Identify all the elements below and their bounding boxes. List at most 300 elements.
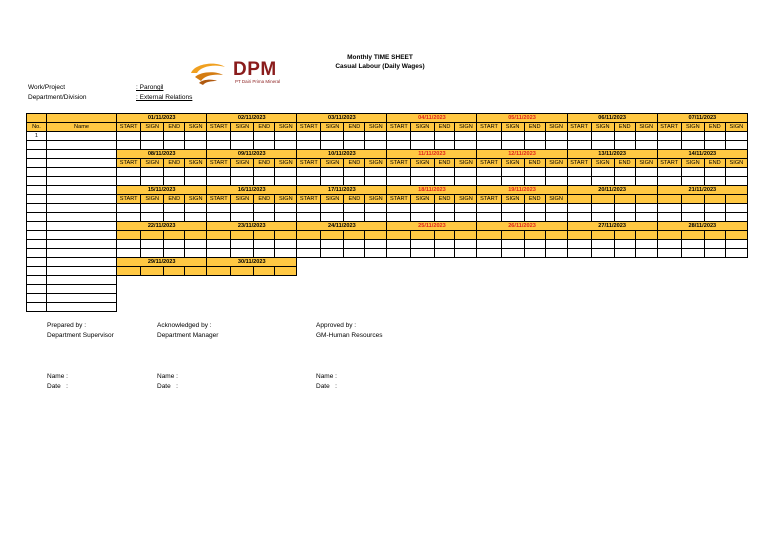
empty-cell bbox=[635, 294, 657, 303]
time-entry-cell[interactable] bbox=[344, 204, 365, 213]
time-entry-cell[interactable] bbox=[524, 168, 545, 177]
time-entry-cell[interactable] bbox=[365, 168, 387, 177]
time-entry-cell[interactable] bbox=[704, 177, 725, 186]
time-entry-cell[interactable] bbox=[567, 132, 591, 141]
time-entry-cell[interactable] bbox=[657, 204, 681, 213]
time-entry-cell[interactable] bbox=[254, 213, 275, 222]
empty-cell bbox=[477, 294, 501, 303]
row-name-cell[interactable] bbox=[46, 276, 116, 285]
time-entry-cell[interactable] bbox=[141, 249, 164, 258]
time-entry-cell[interactable] bbox=[567, 141, 591, 150]
row-no-cell[interactable] bbox=[27, 177, 47, 186]
time-entry-cell[interactable] bbox=[164, 213, 185, 222]
time-entry-cell[interactable] bbox=[725, 141, 747, 150]
row-name-cell[interactable] bbox=[46, 303, 116, 312]
time-entry-cell[interactable] bbox=[254, 132, 275, 141]
row-name-cell[interactable] bbox=[46, 132, 116, 141]
time-entry-cell[interactable] bbox=[455, 240, 477, 249]
time-entry-cell[interactable] bbox=[614, 213, 635, 222]
time-entry-cell[interactable] bbox=[231, 132, 254, 141]
time-entry-cell[interactable] bbox=[411, 132, 434, 141]
time-entry-cell[interactable] bbox=[321, 177, 344, 186]
time-entry-cell[interactable] bbox=[455, 141, 477, 150]
time-entry-cell[interactable] bbox=[365, 240, 387, 249]
row-no-cell[interactable] bbox=[27, 267, 47, 276]
time-entry-cell[interactable] bbox=[434, 204, 455, 213]
sub-header-blank bbox=[704, 231, 725, 240]
time-entry-cell[interactable] bbox=[411, 213, 434, 222]
time-entry-cell[interactable] bbox=[141, 240, 164, 249]
time-entry-cell[interactable] bbox=[545, 141, 567, 150]
time-entry-cell[interactable] bbox=[344, 249, 365, 258]
time-entry-cell[interactable] bbox=[117, 204, 141, 213]
time-entry-cell[interactable] bbox=[365, 132, 387, 141]
time-entry-cell[interactable] bbox=[567, 249, 591, 258]
row-no-cell[interactable] bbox=[27, 294, 47, 303]
row-no-cell[interactable] bbox=[27, 141, 47, 150]
time-entry-cell[interactable] bbox=[185, 177, 207, 186]
time-entry-cell[interactable] bbox=[725, 168, 747, 177]
time-entry-cell[interactable] bbox=[545, 213, 567, 222]
time-entry-cell[interactable] bbox=[614, 132, 635, 141]
row-no-cell[interactable] bbox=[27, 159, 47, 168]
time-entry-cell[interactable] bbox=[477, 141, 501, 150]
time-entry-cell[interactable] bbox=[141, 168, 164, 177]
time-entry-cell[interactable] bbox=[434, 132, 455, 141]
time-entry-cell[interactable] bbox=[297, 213, 321, 222]
time-entry-cell[interactable] bbox=[231, 240, 254, 249]
time-entry-cell[interactable] bbox=[635, 132, 657, 141]
time-entry-cell[interactable] bbox=[365, 249, 387, 258]
row-name-cell[interactable] bbox=[46, 213, 116, 222]
time-entry-cell[interactable] bbox=[387, 177, 411, 186]
time-entry-cell[interactable] bbox=[117, 168, 141, 177]
time-entry-cell[interactable] bbox=[455, 132, 477, 141]
row-no-cell[interactable] bbox=[27, 222, 47, 231]
time-entry-cell[interactable] bbox=[591, 240, 614, 249]
time-entry-cell[interactable] bbox=[297, 204, 321, 213]
time-entry-cell[interactable] bbox=[725, 249, 747, 258]
time-entry-cell[interactable] bbox=[591, 168, 614, 177]
time-entry-cell[interactable] bbox=[344, 132, 365, 141]
time-entry-cell[interactable] bbox=[275, 141, 297, 150]
time-entry-cell[interactable] bbox=[321, 132, 344, 141]
row-no-cell[interactable] bbox=[27, 204, 47, 213]
row-number[interactable]: 1 bbox=[27, 132, 47, 141]
time-entry-cell[interactable] bbox=[387, 249, 411, 258]
row-no-cell[interactable] bbox=[27, 240, 47, 249]
time-entry-cell[interactable] bbox=[725, 240, 747, 249]
time-entry-cell[interactable] bbox=[657, 141, 681, 150]
time-entry-cell[interactable] bbox=[387, 168, 411, 177]
time-entry-cell[interactable] bbox=[591, 177, 614, 186]
time-entry-cell[interactable] bbox=[477, 168, 501, 177]
row-name-cell[interactable] bbox=[46, 141, 116, 150]
empty-cell bbox=[704, 303, 725, 312]
time-entry-cell[interactable] bbox=[231, 204, 254, 213]
sub-header-blank bbox=[275, 231, 297, 240]
time-entry-cell[interactable] bbox=[207, 213, 231, 222]
time-entry-cell[interactable] bbox=[365, 213, 387, 222]
sub-column-header: SIGN bbox=[545, 195, 567, 204]
time-entry-cell[interactable] bbox=[657, 249, 681, 258]
time-entry-cell[interactable] bbox=[321, 249, 344, 258]
time-entry-cell[interactable] bbox=[344, 177, 365, 186]
time-entry-cell[interactable] bbox=[164, 168, 185, 177]
sub-column-header: END bbox=[164, 123, 185, 132]
sub-column-header: END bbox=[344, 159, 365, 168]
time-entry-cell[interactable] bbox=[185, 240, 207, 249]
time-entry-cell[interactable] bbox=[117, 141, 141, 150]
sub-header-blank bbox=[164, 267, 185, 276]
row-no-cell[interactable] bbox=[27, 186, 47, 195]
time-entry-cell[interactable] bbox=[321, 141, 344, 150]
work-value: : Parongil bbox=[136, 84, 164, 91]
sub-header-blank bbox=[365, 231, 387, 240]
time-entry-cell[interactable] bbox=[681, 240, 704, 249]
time-entry-cell[interactable] bbox=[524, 240, 545, 249]
time-entry-cell[interactable] bbox=[387, 141, 411, 150]
time-entry-cell[interactable] bbox=[434, 168, 455, 177]
time-entry-cell[interactable] bbox=[524, 132, 545, 141]
sub-column-header: SIGN bbox=[231, 195, 254, 204]
time-entry-cell[interactable] bbox=[725, 177, 747, 186]
time-entry-cell[interactable] bbox=[455, 249, 477, 258]
time-entry-cell[interactable] bbox=[545, 177, 567, 186]
time-entry-cell[interactable] bbox=[275, 132, 297, 141]
time-entry-cell[interactable] bbox=[635, 240, 657, 249]
time-entry-cell[interactable] bbox=[207, 177, 231, 186]
time-entry-cell[interactable] bbox=[524, 249, 545, 258]
time-entry-cell[interactable] bbox=[207, 168, 231, 177]
row-no-cell[interactable] bbox=[27, 285, 47, 294]
time-entry-cell[interactable] bbox=[657, 213, 681, 222]
time-entry-cell[interactable] bbox=[567, 204, 591, 213]
time-entry-cell[interactable] bbox=[207, 141, 231, 150]
time-entry-cell[interactable] bbox=[545, 168, 567, 177]
empty-cell bbox=[275, 303, 297, 312]
time-entry-cell[interactable] bbox=[681, 141, 704, 150]
time-entry-cell[interactable] bbox=[501, 240, 524, 249]
time-entry-cell[interactable] bbox=[387, 240, 411, 249]
time-entry-cell[interactable] bbox=[681, 177, 704, 186]
time-entry-cell[interactable] bbox=[365, 177, 387, 186]
time-entry-cell[interactable] bbox=[704, 213, 725, 222]
time-entry-cell[interactable] bbox=[657, 168, 681, 177]
time-entry-cell[interactable] bbox=[591, 141, 614, 150]
row-no-cell[interactable] bbox=[27, 249, 47, 258]
time-entry-cell[interactable] bbox=[141, 177, 164, 186]
time-entry-cell[interactable] bbox=[681, 249, 704, 258]
time-entry-cell[interactable] bbox=[297, 177, 321, 186]
empty-cell bbox=[657, 258, 747, 267]
time-entry-cell[interactable] bbox=[704, 240, 725, 249]
time-entry-cell[interactable] bbox=[545, 249, 567, 258]
time-entry-cell[interactable] bbox=[477, 249, 501, 258]
time-entry-cell[interactable] bbox=[614, 240, 635, 249]
row-no-cell[interactable] bbox=[27, 168, 47, 177]
time-entry-cell[interactable] bbox=[704, 249, 725, 258]
time-entry-cell[interactable] bbox=[321, 168, 344, 177]
time-entry-cell[interactable] bbox=[164, 204, 185, 213]
empty-cell bbox=[231, 285, 254, 294]
time-entry-cell[interactable] bbox=[545, 132, 567, 141]
time-entry-cell[interactable] bbox=[321, 240, 344, 249]
empty-cell bbox=[434, 285, 455, 294]
time-entry-cell[interactable] bbox=[275, 213, 297, 222]
time-entry-cell[interactable] bbox=[254, 177, 275, 186]
time-entry-cell[interactable] bbox=[635, 177, 657, 186]
row-no-cell[interactable] bbox=[27, 213, 47, 222]
row-name-cell[interactable] bbox=[46, 150, 116, 159]
empty-cell bbox=[635, 276, 657, 285]
empty-cell bbox=[297, 294, 321, 303]
time-entry-cell[interactable] bbox=[387, 132, 411, 141]
time-entry-cell[interactable] bbox=[591, 132, 614, 141]
time-entry-cell[interactable] bbox=[477, 240, 501, 249]
time-entry-cell[interactable] bbox=[635, 249, 657, 258]
time-entry-cell[interactable] bbox=[411, 177, 434, 186]
sub-header-blank bbox=[725, 195, 747, 204]
time-entry-cell[interactable] bbox=[141, 204, 164, 213]
time-entry-cell[interactable] bbox=[657, 240, 681, 249]
time-entry-cell[interactable] bbox=[614, 204, 635, 213]
time-entry-cell[interactable] bbox=[254, 249, 275, 258]
time-entry-cell[interactable] bbox=[254, 168, 275, 177]
empty-cell bbox=[524, 285, 545, 294]
time-entry-cell[interactable] bbox=[321, 213, 344, 222]
time-entry-cell[interactable] bbox=[434, 141, 455, 150]
time-entry-cell[interactable] bbox=[455, 213, 477, 222]
time-entry-cell[interactable] bbox=[185, 213, 207, 222]
row-name-cell[interactable] bbox=[46, 240, 116, 249]
time-entry-cell[interactable] bbox=[501, 132, 524, 141]
time-entry-cell[interactable] bbox=[635, 204, 657, 213]
row-name-cell[interactable] bbox=[46, 294, 116, 303]
time-entry-cell[interactable] bbox=[681, 213, 704, 222]
time-entry-cell[interactable] bbox=[434, 213, 455, 222]
sub-header-blank bbox=[117, 231, 141, 240]
time-entry-cell[interactable] bbox=[254, 240, 275, 249]
sub-header-blank bbox=[567, 231, 591, 240]
time-entry-cell[interactable] bbox=[141, 141, 164, 150]
time-entry-cell[interactable] bbox=[231, 141, 254, 150]
row-name-cell[interactable] bbox=[46, 267, 116, 276]
time-entry-cell[interactable] bbox=[501, 249, 524, 258]
time-entry-cell[interactable] bbox=[231, 249, 254, 258]
time-entry-cell[interactable] bbox=[477, 177, 501, 186]
time-entry-cell[interactable] bbox=[297, 141, 321, 150]
time-entry-cell[interactable] bbox=[411, 240, 434, 249]
time-entry-cell[interactable] bbox=[411, 249, 434, 258]
row-name-cell[interactable] bbox=[46, 204, 116, 213]
time-entry-cell[interactable] bbox=[344, 240, 365, 249]
time-entry-cell[interactable] bbox=[387, 213, 411, 222]
time-entry-cell[interactable] bbox=[231, 213, 254, 222]
time-entry-cell[interactable] bbox=[501, 141, 524, 150]
time-entry-cell[interactable] bbox=[725, 204, 747, 213]
time-entry-cell[interactable] bbox=[207, 240, 231, 249]
time-entry-cell[interactable] bbox=[185, 204, 207, 213]
time-entry-cell[interactable] bbox=[117, 132, 141, 141]
time-entry-cell[interactable] bbox=[657, 132, 681, 141]
row-name-cell[interactable] bbox=[46, 231, 116, 240]
row-name-cell[interactable] bbox=[46, 168, 116, 177]
time-entry-cell[interactable] bbox=[455, 177, 477, 186]
row-name-cell[interactable] bbox=[46, 249, 116, 258]
time-entry-cell[interactable] bbox=[567, 213, 591, 222]
time-entry-cell[interactable] bbox=[635, 168, 657, 177]
time-entry-cell[interactable] bbox=[207, 204, 231, 213]
time-entry-cell[interactable] bbox=[275, 168, 297, 177]
time-entry-cell[interactable] bbox=[591, 204, 614, 213]
time-entry-cell[interactable] bbox=[117, 177, 141, 186]
time-entry-cell[interactable] bbox=[434, 177, 455, 186]
time-entry-cell[interactable] bbox=[185, 168, 207, 177]
time-entry-cell[interactable] bbox=[614, 249, 635, 258]
time-entry-cell[interactable] bbox=[164, 240, 185, 249]
time-entry-cell[interactable] bbox=[365, 204, 387, 213]
time-entry-cell[interactable] bbox=[344, 213, 365, 222]
time-entry-cell[interactable] bbox=[524, 213, 545, 222]
time-entry-cell[interactable] bbox=[704, 132, 725, 141]
empty-cell bbox=[275, 276, 297, 285]
sub-column-header: SIGN bbox=[455, 195, 477, 204]
time-entry-cell[interactable] bbox=[524, 177, 545, 186]
time-entry-cell[interactable] bbox=[501, 213, 524, 222]
time-entry-cell[interactable] bbox=[614, 141, 635, 150]
time-entry-cell[interactable] bbox=[681, 168, 704, 177]
time-entry-cell[interactable] bbox=[411, 168, 434, 177]
time-entry-cell[interactable] bbox=[434, 249, 455, 258]
time-entry-cell[interactable] bbox=[704, 141, 725, 150]
empty-cell bbox=[725, 276, 747, 285]
time-entry-cell[interactable] bbox=[164, 132, 185, 141]
time-entry-cell[interactable] bbox=[164, 249, 185, 258]
time-entry-cell[interactable] bbox=[207, 249, 231, 258]
time-entry-cell[interactable] bbox=[275, 249, 297, 258]
time-entry-cell[interactable] bbox=[411, 204, 434, 213]
time-entry-cell[interactable] bbox=[117, 213, 141, 222]
empty-cell bbox=[725, 294, 747, 303]
sub-column-header: START bbox=[117, 195, 141, 204]
empty-cell bbox=[591, 267, 614, 276]
sub-header-blank bbox=[681, 231, 704, 240]
time-entry-cell[interactable] bbox=[567, 240, 591, 249]
empty-cell bbox=[297, 258, 387, 267]
time-entry-cell[interactable] bbox=[455, 168, 477, 177]
time-entry-cell[interactable] bbox=[254, 204, 275, 213]
time-entry-cell[interactable] bbox=[524, 141, 545, 150]
sub-column-header: SIGN bbox=[455, 123, 477, 132]
time-entry-cell[interactable] bbox=[185, 249, 207, 258]
row-no-cell[interactable] bbox=[27, 258, 47, 267]
time-entry-cell[interactable] bbox=[614, 177, 635, 186]
time-entry-cell[interactable] bbox=[344, 168, 365, 177]
row-no-cell[interactable] bbox=[27, 231, 47, 240]
row-name-cell[interactable] bbox=[46, 159, 116, 168]
time-entry-cell[interactable] bbox=[657, 177, 681, 186]
time-entry-cell[interactable] bbox=[545, 240, 567, 249]
time-entry-cell[interactable] bbox=[297, 132, 321, 141]
time-entry-cell[interactable] bbox=[614, 168, 635, 177]
row-name-cell[interactable] bbox=[46, 222, 116, 231]
time-entry-cell[interactable] bbox=[185, 132, 207, 141]
time-entry-cell[interactable] bbox=[297, 168, 321, 177]
time-entry-cell[interactable] bbox=[231, 177, 254, 186]
time-entry-cell[interactable] bbox=[387, 204, 411, 213]
time-entry-cell[interactable] bbox=[725, 132, 747, 141]
time-entry-cell[interactable] bbox=[591, 213, 614, 222]
time-entry-cell[interactable] bbox=[275, 177, 297, 186]
row-no-cell[interactable] bbox=[27, 276, 47, 285]
time-entry-cell[interactable] bbox=[635, 141, 657, 150]
empty-cell bbox=[321, 267, 344, 276]
time-entry-cell[interactable] bbox=[141, 132, 164, 141]
row-name-cell[interactable] bbox=[46, 177, 116, 186]
time-entry-cell[interactable] bbox=[501, 168, 524, 177]
row-name-cell[interactable] bbox=[46, 186, 116, 195]
time-entry-cell[interactable] bbox=[117, 249, 141, 258]
time-entry-cell[interactable] bbox=[681, 204, 704, 213]
time-entry-cell[interactable] bbox=[117, 240, 141, 249]
time-entry-cell[interactable] bbox=[321, 204, 344, 213]
empty-cell bbox=[365, 303, 387, 312]
time-entry-cell[interactable] bbox=[681, 132, 704, 141]
company-logo bbox=[187, 60, 297, 86]
time-entry-cell[interactable] bbox=[725, 213, 747, 222]
time-entry-cell[interactable] bbox=[704, 168, 725, 177]
time-entry-cell[interactable] bbox=[254, 141, 275, 150]
time-entry-cell[interactable] bbox=[207, 132, 231, 141]
time-entry-cell[interactable] bbox=[704, 204, 725, 213]
time-entry-cell[interactable] bbox=[591, 249, 614, 258]
time-entry-cell[interactable] bbox=[567, 168, 591, 177]
time-entry-cell[interactable] bbox=[545, 204, 567, 213]
time-entry-cell[interactable] bbox=[275, 240, 297, 249]
time-entry-cell[interactable] bbox=[434, 240, 455, 249]
row-name-cell[interactable] bbox=[46, 195, 116, 204]
time-entry-cell[interactable] bbox=[411, 141, 434, 150]
time-entry-cell[interactable] bbox=[455, 204, 477, 213]
row-name-cell[interactable] bbox=[46, 258, 116, 267]
time-entry-cell[interactable] bbox=[477, 132, 501, 141]
time-entry-cell[interactable] bbox=[567, 177, 591, 186]
row-no-cell[interactable] bbox=[27, 195, 47, 204]
time-entry-cell[interactable] bbox=[297, 240, 321, 249]
time-entry-cell[interactable] bbox=[635, 213, 657, 222]
row-name-cell[interactable] bbox=[46, 285, 116, 294]
time-entry-cell[interactable] bbox=[477, 204, 501, 213]
row-no-cell[interactable] bbox=[27, 150, 47, 159]
time-entry-cell[interactable] bbox=[275, 204, 297, 213]
time-entry-cell[interactable] bbox=[164, 177, 185, 186]
time-entry-cell[interactable] bbox=[344, 141, 365, 150]
empty-cell bbox=[321, 276, 344, 285]
time-entry-cell[interactable] bbox=[501, 177, 524, 186]
time-entry-cell[interactable] bbox=[297, 249, 321, 258]
time-entry-cell[interactable] bbox=[185, 141, 207, 150]
time-entry-cell[interactable] bbox=[365, 141, 387, 150]
time-entry-cell[interactable] bbox=[141, 213, 164, 222]
time-entry-cell[interactable] bbox=[231, 168, 254, 177]
time-entry-cell[interactable] bbox=[501, 204, 524, 213]
empty-cell bbox=[254, 294, 275, 303]
time-entry-cell[interactable] bbox=[164, 141, 185, 150]
row-no-cell[interactable] bbox=[27, 303, 47, 312]
time-entry-cell[interactable] bbox=[524, 204, 545, 213]
time-entry-cell[interactable] bbox=[477, 213, 501, 222]
